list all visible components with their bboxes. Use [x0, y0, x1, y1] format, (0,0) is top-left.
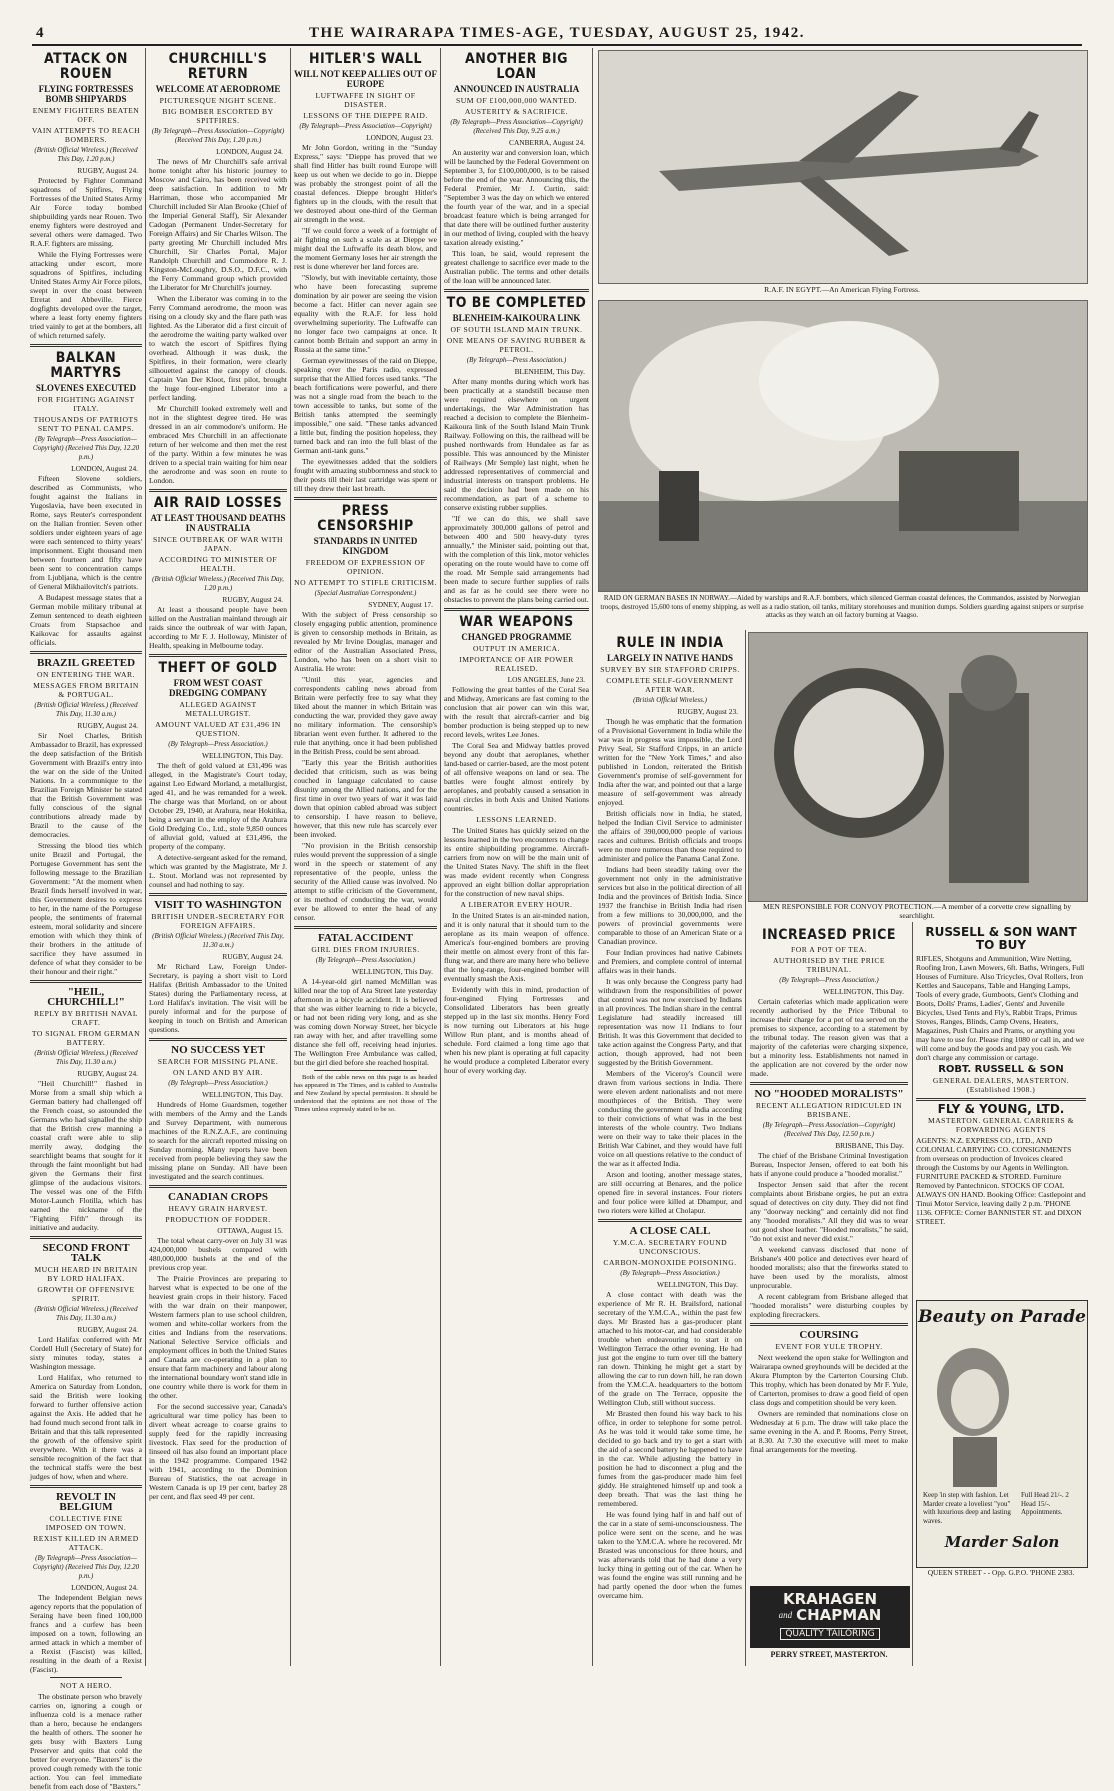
divider [30, 1236, 142, 1239]
paragraph: "Until this year, agencies and correspondents cabling news abroad from Britain were perfectly free to say what they liked about the manner in which Britain was conducting the war, provided they gave away no military information. The censorship's librarian went even further. It adhered to the rule that anything, once it had been published in the British Press, could be sent abroad. [294, 675, 437, 756]
searchlight-photo [748, 632, 1088, 902]
dateline: RUGBY, August 23. [677, 707, 738, 716]
kicker: IMPORTANCE OF AIR POWER REALISED. [459, 655, 574, 673]
divider [294, 926, 437, 929]
kicker: TO SIGNAL FROM GERMAN BATTERY. [31, 1029, 141, 1047]
dateline: SYDNEY, August 17. [368, 600, 433, 609]
subhead: WILL NOT KEEP ALLIES OUT OF EUROPE [294, 69, 437, 89]
headline: NO "HOODED MORALISTS" [754, 1088, 904, 1100]
paragraph: A close contact with death was the experience of Mr R. H. Brailsford, national secretary of the Y.M.C.A., within the past few days. Mr Brasted has a gas-producer plant attached to his motor-car, and had considerable trouble when endeavouring to start it on Wellington Terrace the other evening. He had just got the engine to turn over till the battery ran down. Thinking he might get a start by allowing the car to run down hill, he ran down from the Y.M.C.A. headquarters to the bottom of the grade on The Terrace, opposite the Wellington Club, still without success. [598, 1290, 742, 1407]
paragraph: Lord Halifax, who returned to America on Saturday from London, said the British were looking forward to further offensive action against the Axis. He added that he had found much second front talk in Britain and that this talk represented the growth of the offensive spirit everywhere. With it there was a sensible recognition of the fact that the technical staffs were the best judges of how, when and where. [30, 1373, 142, 1481]
kicker: GROWTH OF OFFENSIVE SPIRIT. [37, 1285, 135, 1303]
paragraph: A 14-year-old girl named McMillan was killed near the top of Ara Street late yesterday afternoon in a bicycle accident. It is believed that she was either learning to ride a bicycle, or had not been riding very long, and as she was coming down Norway Street, her bicycle ran away with her, and after travelling some distance she fell off, receiving head injuries. The Wellington Free Ambulance was called, but the girl died before she reached hospital. [294, 977, 437, 1067]
column-4 [444, 48, 589, 1666]
headline: HITLER'S WALL [308, 51, 423, 67]
kicker: COLLECTIVE FINE IMPOSED ON TOWN. [45, 1514, 127, 1532]
paragraph: Mr Churchill looked extremely well and not in the slightest degree tired. He was dressed in an air commodore's uniform. He embraced Mrs Churchill in an affectionate return of her welcome and then met the rest of the party. Within a few minutes he was driven to a special train waiting for him near the aerodrome and was soon en route to London. [149, 404, 287, 485]
headline: INCREASED PRICE [762, 927, 896, 943]
russell-ad-title: RUSSELL & SON WANT TO BUY [925, 925, 1077, 952]
kicker: MUCH HEARD IN BRITAIN BY LORD HALIFAX. [34, 1265, 138, 1283]
kicker: AUTHORISED BY THE PRICE TRIBUNAL. [772, 956, 886, 974]
headline: TO BE COMPLETED [446, 295, 587, 311]
headline: THEFT OF GOLD [158, 660, 278, 676]
kicker: SINCE OUTBREAK OF WAR WITH JAPAN. [152, 535, 283, 553]
dateline: LONDON, August 24. [71, 464, 138, 473]
subhead: WELCOME AT AERODROME [155, 84, 281, 94]
paragraph: The eyewitnesses added that the soldiers fought with amazing stubbornness and stuck to their posts till their last cartridge was spent or till they drew their last breath. [294, 457, 437, 493]
photo-caption: R.A.F. IN EGYPT.—An American Flying Fortress. [764, 285, 920, 294]
paragraph: British officials now in India, he stated, helped the Indian Civil Service to administer the affairs of 390,000,000 people of various races and cultures. British officials and troops were no more numerous than those required to administer and police the Panama Canal Zone. [598, 809, 742, 863]
paragraph: The obstinate person who bravely carries on, ignoring a cough or influenza cold is a menace rather than a hero, because he endangers the health of others. The sooner he gets busy with Baxters Lung Preserver and quits that cold the better for everyone. "Baxters" is the proved cough remedy with the tonic action. You can feel immediate benefit from each dose of "Baxters." [30, 1692, 142, 1791]
kicker: OF SOUTH ISLAND MAIN TRUNK. [450, 325, 583, 334]
paragraph: Next weekend the open stake for Wellington and Wairarapa owned greyhounds will be decided at the Akura Plumpton by the Carterton Coursing Club. This trophy, which has been donated by Mr F. Yule, of Carterton, promises to draw a good field of open class dogs and competition should be very keen. [750, 1353, 908, 1407]
divider [294, 497, 437, 500]
headline: BRAZIL GREETED [36, 657, 136, 669]
subhead: FLYING FORTRESSES BOMB SHIPYARDS [38, 84, 134, 104]
kicker: SURVEY BY SIR STAFFORD CRIPPS. [600, 665, 740, 674]
paragraph: The United States has quickly seized on the lessons learned in the two encounters to change its entire shipbuilding programme. Aircraft-carriers from now on will be the main unit of the United States Navy. The shift in the fleet was made evident recently when Congress approved an eight billion dollar appropriation for the construction of new naval ships. [444, 826, 589, 898]
kicker: GIRL DIES FROM INJURIES. [311, 945, 420, 954]
kicker: A LIBERATOR EVERY HOUR. [460, 900, 573, 909]
kicker: VAIN ATTEMPTS TO REACH BOMBERS. [31, 126, 141, 144]
paragraph: Arson and looting, another message states, are still occurring at Benares, and the police opened fire in several instances. Four rioters and four police were killed at Dhampur, and two rioters were killed at Cholapur. [598, 1170, 742, 1215]
kicker: RECENT ALLEGATION RIDICULED IN BRISBANE. [755, 1101, 903, 1119]
subhead: FROM WEST COAST DREDGING COMPANY [168, 678, 268, 698]
dateline: RUGBY, August 24. [222, 952, 283, 961]
dateline: WELLINGTON, This Day. [823, 987, 904, 996]
krahagen-chapman-ad [750, 1586, 910, 1648]
kicker: FREEDOM OF EXPRESSION OF OPINION. [305, 558, 426, 576]
paragraph: An austerity war and conversion loan, which will be launched by the Federal Government on September 3, for £100,000,000, is to be raised before the end of the year. Announcing this, the Federal Premier, Mr J. Curtin, said: "September 3 was the day on which we entered the fourth year of the war, and in a special broadcast feature which is being arranged for that date there will be outlined further austerity in our method of living, coupled with the heavy taxation already existing." [444, 148, 589, 247]
column-rule [592, 48, 593, 1666]
column-1 [30, 48, 142, 1791]
divider [916, 1098, 1086, 1101]
aircraft-icon [599, 51, 1087, 283]
kicker: BRITISH UNDER-SECRETARY FOR FOREIGN AFFAIRS. [151, 912, 285, 930]
fly-young-ad-title: FLY & YOUNG, LTD. [937, 1102, 1065, 1116]
paragraph: Lord Halifax conferred with Mr Cordell Hull (Secretary of State) for sixty minutes today, states a Washington message. [30, 1335, 142, 1371]
running-head: THE WAIRARAPA TIMES-AGE, TUESDAY, AUGUST 25, 1942. [309, 25, 805, 41]
beauty-ad-title: Beauty on Parade [918, 1307, 1086, 1327]
paragraph: Inspector Jensen said that after the recent complaints about Brisbane orgies, he put an extra squad of detectives on city duty. They did not find any "doorway necking" and certainly did not find any "hooded moralists." All they did was to wear out good shoe leather. "Hooded moralists," he said, "do not exist and never did exist." [750, 1180, 908, 1243]
paragraph: After many months during which work has been practically at a standstill because men were required elsewhere on urgent undertakings, the War Administration has reached a decision to complete the Blenheim-Kaikoura link of the South Island Main Trunk Railway. Following on this, the railhead will be pushed northwards from Hundalee as far as possible. This was announced by the Minister of Railways (Mr Semple) last night, when he addressed representatives of commercial and industrial interests on transport problems. He said the decision had been made on his recommendation, as part of a scheme to conserve existing rubber supplies. [444, 377, 589, 512]
headline: COURSING [799, 1329, 859, 1341]
kicker: LESSONS OF THE DIEPPE RAID. [303, 111, 428, 120]
kicker: REPLY BY BRITISH NAVAL CRAFT. [33, 1009, 139, 1027]
photo-caption: MEN RESPONSIBLE FOR CONVOY PROTECTION.—A member of a corvette crew signalling by searchlight. [762, 902, 1072, 920]
headline: SECOND FRONT TALK [42, 1242, 130, 1264]
paragraph: Evidently with this in mind, production of four-engined Flying Fortresses and Consolidated Liberators has been greatly stepped up in the last six months. Henry Ford is now turning out Liberators at his huge Willow Run plant, and is months ahead of schedule. Ford claimed a long time ago that when his new plant is operating at full capacity he would produce a completed Liberator every hour of every working day. [444, 985, 589, 1075]
kicker: EVENT FOR YULE TROPHY. [775, 1342, 883, 1351]
headline: ATTACK ON ROUEN [44, 51, 128, 82]
russell-ad-sub: GENERAL DEALERS, MASTERTON. (Established 1908.) [932, 1076, 1070, 1094]
paragraph: In the United States is an air-minded nation, and it is only natural that it should turn to the aeroplane as its main weapon of offence. America's four-engined bombers are proving their mettle on almost every front of this far-flung war, and there are many here who believe that the long-range, four-engined bomber will eventually smash the Axis. [444, 911, 589, 983]
krahagen-logo-line1: KRAHAGEN [782, 1590, 878, 1608]
headline: WAR WEAPONS [459, 614, 574, 630]
dateline: RUGBY, August 24. [77, 166, 138, 175]
divider [444, 608, 589, 611]
paragraph: This loan, he said, would represent the greatest challenge to sacrifice ever made to the Australian public. The terms and other details of the loan will be announced later. [444, 249, 589, 285]
headline: VISIT TO WASHINGTON [154, 899, 282, 911]
norway-raid-photo [598, 300, 1088, 592]
dateline: RUGBY, August 24. [222, 595, 283, 604]
byline: (By Telegraph—Press Association—Copyright) (Received This Day, 1.20 p.m.) [151, 127, 285, 144]
flying-fortress-photo [598, 50, 1088, 284]
paragraph: The Coral Sea and Midway battles proved beyond any doubt that aeroplanes, whether land-based or carrier-based, are the most potent of all offensive weapons on land or sea. The battles were fought almost entirely by aeroplanes, and probably caused a sensation in naval circles in both Axis and United Nations countries. [444, 741, 589, 813]
beauty-ad-body: Keep 'in step with fashion. Let Marder create a loveliest "you" with luxurious deep and lasting waves. [923, 1491, 1011, 1525]
kicker: AMOUNT VALUED AT £31,496 IN QUESTION. [155, 720, 281, 738]
kicker: AUSTERITY & SACRIFICE. [464, 107, 569, 116]
dateline: OTTAWA, August 15. [217, 1226, 283, 1235]
paragraph: Mr John Gordon, writing in the "Sunday Express," says: "Dieppe has proved that we shall find Hitler has built round Europe will keep us out when we decide to go in. Dieppe was probably the strongest point of all the coastal defences. Dieppe brought Hitler's fighters up in the clouds, with the result that we destroyed about one-third of the German air strength in the west. [294, 143, 437, 224]
kicker: ONE MEANS OF SAVING RUBBER & PETROL. [446, 336, 587, 354]
kicker: NO ATTEMPT TO STIFLE CRITICISM. [294, 578, 437, 587]
paragraph: "Heil Churchill!" flashed in Morse from a small ship which a German battery had challenged off the French coast, so astounded the Germans who had signalled the ship that the British crew manning a coastal craft were able to slip merrily away, dodging the searchlight beams that sought for it through the faint moonlight but had given the Germans their first glimpse of the audacious visitors. The vessel was one of the Fifth Motor-Launch Flotilla, which has earned the nickname of the "Fighting Fifth" through its initiative and audacity. [30, 1079, 142, 1232]
kicker: ALLEGED AGAINST METALLURGIST. [179, 700, 257, 718]
subhead: SLOVENES EXECUTED [35, 383, 137, 393]
byline: (British Official Wireless.) (Received This Day, 1.20 p.m.) [34, 146, 138, 163]
paragraph: "Slowly, but with inevitable certainty, those who have been forecasting supreme domination by air power are seeing the vision become a fact. Hitler can never again see equality with the R.A.F. for less hold overwhelming superiority. The Luftwaffe can no longer face two campaigns at once. It cannot bomb Britain and support an army in Russia at the same time." [294, 273, 437, 354]
byline: (By Telegraph—Press Association.) [315, 956, 416, 964]
fly-young-ad-body: AGENTS: N.Z. EXPRESS CO., LTD., AND COLONIAL CARRYING CO. CONSIGNMENTS from overseas on production of Invoices cleared through the Customs by our Agents in Wellington. FURNITURE PACKED & STORED. Furniture Removed by Pantechnicon. STOCKS OF COAL ALWAYS ON HAND. Booking Office: Castlepoint and Tinui Motor Service, leaving daily 2 p.m. 'PHONE 1136. OFFICE: Corner BANNISTER ST. and DIXON STREET. [916, 1136, 1086, 1226]
byline: (By Telegraph—Press Association.) [168, 740, 268, 748]
dateline: WELLINGTON, This Day. [202, 1090, 283, 1099]
kicker: LUFTWAFFE IN SIGHT OF DISASTER. [315, 91, 416, 109]
byline: (British Official Wireless.) (Received This Day, 11.30 a.m.) [34, 1305, 138, 1322]
headline: FATAL ACCIDENT [317, 932, 414, 944]
dateline: WELLINGTON, This Day. [352, 967, 433, 976]
divider [30, 651, 142, 654]
paragraph: "If we can do this, we shall save approximately 300,000 gallons of petrol and between 400 and 500 heavy-duty tyres annually," the Minister said, pointing out that, with the completion of this link, motor vehicles operating on the route would have to come off the road. Mr Semple said arrangements had been made to secure further supplies of rails and as far as he could see there were no obstacles to prevent the plans being carried out. [444, 514, 589, 604]
paragraph: Fifteen Slovene soldiers, described as Communists, who fought against the Italians in Yugoslavia, have been executed in Rome, says Reuter's correspondent on the Italian frontier. Seven other soldiers under eighteen years of age were each sentenced to thirty years' imprisonment. Eight thousand men between fourteen and fifty have been sent to concentration camps from Ljubljana, which is the centre of General Mikhailovitch's patriots. [30, 474, 142, 591]
kicker: PICTURESQUE NIGHT SCENE. [159, 96, 277, 105]
headline: "HEIL, CHURCHILL!" [47, 986, 125, 1008]
krahagen-logo-and: and [778, 1610, 793, 1620]
dateline: WELLINGTON, This Day. [657, 1280, 738, 1289]
byline: (By Telegraph—Press Association—Copyright) (Received This Day, 9.25 a.m.) [450, 118, 583, 135]
headline: ANOTHER BIG LOAN [465, 51, 568, 82]
divider [750, 1323, 908, 1326]
dateline: WELLINGTON, This Day. [202, 751, 283, 760]
searchlight-icon [749, 633, 1087, 901]
divider [149, 1185, 287, 1188]
divider [149, 654, 287, 657]
divider [50, 1677, 122, 1678]
kicker: OUTPUT IN AMERICA. [472, 644, 561, 653]
byline: (British Official Wireless.) (Received This Day, 11.30 a.m.) [34, 1049, 138, 1066]
column-2 [149, 48, 287, 1666]
paragraph: Members of the Viceroy's Council were drawn from various sections in India. There were eleven ardent nationalists and not mere mouthpieces of the British. They were conducting the government of India according to their convictions of what was in the best interests of the whole country. Two Indians were on their way to take their places in the British War Cabinet, and they would have full voice on all questions relative to the conduct of the war as it affected India. [598, 1069, 742, 1168]
beauty-ad-price: Full Head 21/-. 2 Head 15/-. Appointments. [1021, 1491, 1069, 1516]
dateline: CANBERRA, August 24. [509, 138, 585, 147]
headline: BALKAN MARTYRS [50, 350, 122, 381]
kicker: BIG BOMBER ESCORTED BY SPITFIRES. [162, 107, 274, 125]
woman-portrait-icon [923, 1337, 1023, 1487]
photo-caption: RAID ON GERMAN BASES IN NORWAY.—Aided by warships and R.A.F. bombers, which silenced German coastal defences, the Commandos, assisted by Norwegian troops, destroyed 15,600 tons of enemy shipping, as well as a radio station, oil tanks, military storehouses and munition dumps. Soldiers guarding against snipers or surprise attacks as they watch an oil factory burning at Vaagso. [600, 594, 1084, 619]
paragraph: Four Indian provinces had native Cabinets and Premiers, and complete control of internal affairs was in their hands. [598, 948, 742, 975]
fly-young-ad-sub: MASTERTON. GENERAL CARRIERS & FORWARDING AGENTS [927, 1116, 1075, 1134]
paragraph: Owners are reminded that nominations close on Wednesday at 6 p.m. The draw will take place the same evening in the A. and P. Rooms, Perry Street, at 8.30. At 7.30 the executive will meet to make final arrangements for the meeting. [750, 1409, 908, 1454]
marder-address: QUEEN STREET - - Opp. G.P.O. 'PHONE 2383. [927, 1568, 1075, 1577]
paragraph: Hundreds of Home Guardsmen, together with members of the Army and the Lands and Survey Department, with numerous machines of the R.N.Z.A.F., are continuing to search for the aircraft reported missing on Sunday morning. Many reports have been received from people believing they saw the missing plane on Sunday. All have been investigated and the search continues. [149, 1100, 287, 1181]
divider [149, 489, 287, 492]
paragraph: It was only because the Congress party had withdrawn from the responsibilities of power that control was not now exercised by Indians in all provinces. The Indian share in the central Legislature had steadily increased till representation was now 11 Indians to four British. It was this Government that decided to take action against the Congress Party, and that action, though approved, had not been suggested by the British Government. [598, 977, 742, 1067]
paragraph: The theft of gold valued at £31,496 was alleged, in the Magistrate's Court today, against Leo Edward Morland, a metallurgist, aged 41, and he was remanded for a week. The charge was that Morland, on or about October 29, 1940, at Arahura, near Hokitika, being a servant in the employ of the Arahura Gold Dredging Co., Ltd., stole 9,850 ounces of alluvial gold, valued at £31,496, the property of the company. [149, 761, 287, 851]
byline: (By Telegraph—Press Association.) [168, 1079, 268, 1087]
paragraph: He was found lying half in and half out of the car in a state of semi-unconsciousness. The police were sent on the scene, and he was taken to the Y.M.C.A. where he recovered. Mr Brasted was unconscious for three hours, and was afterwards told that he had done a very lucky thing in getting out of the car. When he was found the engine was still running and he had partly opened the door when the fumes overcame him. [598, 1510, 742, 1600]
byline: (By Telegraph—Press Association—Copyright) (Received This Day, 12.20 p.m.) [32, 435, 140, 461]
paragraph: The Prairie Provinces are preparing to harvest what is expected to be one of the heaviest grain crops in their history. Faced with the war drain on their manpower, Western farmers plan to use school children, women and white-collar workers from the cities and Indians from the reservations. National Selective Service officials and employment offices in both the United States and Canada are co-operating in a plan to ensure that farm machinery and labour along the international boundary won't stand idle in one country while there is work for them in the other. [149, 1274, 287, 1400]
divider [444, 289, 589, 292]
subhead: STANDARDS IN UNITED KINGDOM [313, 536, 418, 556]
kicker: Y.M.C.A. SECRETARY FOUND UNCONSCIOUS. [612, 1238, 728, 1256]
column-rule [440, 48, 441, 1666]
paragraph: "If we could force a week of a fortnight of air fighting on such a scale as at Dieppe we might deal the Luftwaffe its death blow, and the moment Germany loses her air strength the rest is done wherever her land forces are. [294, 226, 437, 271]
dateline: RUGBY, August 24. [77, 1325, 138, 1334]
paragraph: Following the great battles of the Coral Sea and Midway, Americans are fast coming to the conclusion that air power can win this war, with the result that aircraft-carrier and big bomber production is being stepped up to new record levels, writes Lee Jones. [444, 685, 589, 739]
kicker: THOUSANDS OF PATRIOTS SENT TO PENAL CAMPS. [33, 415, 139, 433]
headline: NO SUCCESS YET [171, 1044, 265, 1056]
paragraph: The Independent Belgian news agency reports that the population of Seraing have been fined 100,000 francs and a curfew has been imposed on a town, following an armed attack in which a member of a Rexist (Fascist) was killed, resulting in the death of a Rexist (Fascist). [30, 1593, 142, 1674]
byline: (By Telegraph—Press Association—Copyright) (Received This Day, 12.50 p.m.) [762, 1121, 896, 1138]
column-3 [294, 48, 437, 1666]
kicker: REXIST KILLED IN ARMED ATTACK. [33, 1534, 139, 1552]
byline: (British Official Wireless.) [633, 696, 707, 704]
dateline: LOS ANGELES, June 23. [507, 675, 585, 684]
byline: (By Telegraph—Press Association—Copyright) [299, 122, 432, 130]
paragraph: A detective-sergeant asked for the remand, which was granted by the Magistrate, Mr J. L. Stout. Morland was not represented by counsel and had nothing to say. [149, 853, 287, 889]
marder-salon-logo: Marder Salon [944, 1533, 1060, 1551]
column-rule [290, 48, 291, 1666]
paragraph: When the Liberator was coming in to the Ferry Command aerodrome, the moon was rising on a cloudy sky and the flare path was lighted. As the Liberator did a first circuit of the aerodrome the waiting party walked over to watch the escort of Spitfires flying overhead. Although it was dusk, the Spitfires, in their formation, were clearly silhouetted against the canopy of clouds. Captain Van Der Kloot, first pilot, brought the huge four-engined Liberator into a perfect landing. [149, 294, 287, 402]
paragraph: The news of Mr Churchill's safe arrival home tonight after his historic journey to Moscow and Cairo, has been received with deep satisfaction. In addition to Mr Harriman, those who accompanied Mr Churchill included Sir Alan Brooke (Chief of the Imperial General Staff), Sir Alexander Cadogan (Permanent Under-Secretary for Foreign Affairs) and Sir Charles Wilson. The party greeting Mr Churchill included Mrs Churchill, Sir Charles Portal, Major Randolph Churchill and Commodore R. J. Kingston-McLoughry, D.S.O., D.F.C., with the Ferry Command group which provided the Liberator for Mr Churchill's journey. [149, 157, 287, 292]
headline: AIR RAID LOSSES [153, 495, 283, 511]
headline: CHURCHILL'S RETURN [168, 51, 268, 82]
paragraph: Indians had been steadily taking over the government not only in the administrative services but also in the political direction of all India and the provinces of British India. Since 1937 the franchise in British India had risen from a few millions to 30,000,000, and the powers of provincial governments were comparable to those of an American State or a Canadian province. [598, 865, 742, 946]
paragraph: With the subject of Press censorship so closely engaging public attention, prominence is given to censorship methods in Britain, as revealed by Mr Irvine Douglas, manager and editor of the Australian Associated Press, London, who has been on a short visit to Australia. He wrote: [294, 610, 437, 673]
russell-ad-body: RIFLES, Shotguns and Ammunition, Wire Netting, Roofing Iron, Lawn Mowers, 6ft. Baths, Wringers, Full Houses of Furniture. Also Tricycles, Oval Rollers, Iron Kettles and Saucepans, Table and Hanging Lamps, Tools of every grade, Gumboots, Gent's Clothing and Boots, Dolls' Prams, Ladies', Gents' and Juvenile Bicycles, Used Tents and Fly's, Rabbit Traps, Primus Stoves, Ranges, Blinds, Camp Ovens, Heaters, Magazines, Push Chairs and Prams, or anything you may have to use for. Please ring 1080 or call in, and we will come and buy the goods and pay you cash. We don't charge any commission or cartage. [916, 954, 1085, 1062]
dateline: LONDON, August 23. [366, 133, 433, 142]
paragraph: A weekend canvass disclosed that none of Brisbane's 400 police and detectives ever heard of hooded moralists; also that the fireworks stated to have been used by the moralists, almost unprocurable. [750, 1245, 908, 1290]
kicker: ON LAND AND BY AIR. [172, 1068, 263, 1077]
headline: RULE IN INDIA [616, 635, 724, 651]
dateline: LONDON, August 24. [216, 147, 283, 156]
dateline: BRISBANE, This Day. [835, 1141, 904, 1150]
byline: (By Telegraph—Press Association.) [620, 1269, 720, 1277]
paragraph: German eyewitnesses of the raid on Dieppe, speaking over the Paris radio, expressed surprise that the Allied forces used tanks. "The beach fortifications were powerful, and there was not a single road from the beach to the town accessible to tanks, but some of the British tanks attempted the seemingly impossible," one said. "These tanks advanced a little but, finding the position hopeless, they turned back and ran into the full blast of the German anti-tank guns." [294, 356, 437, 455]
dateline: LONDON, August 24. [71, 1583, 138, 1592]
column-rule [912, 922, 913, 1666]
byline: (By Telegraph—Press Association.) [466, 356, 567, 364]
subhead: ANNOUNCED IN AUSTRALIA [453, 84, 580, 94]
paragraph: A Budapest message states that a German mobile military tribunal at Zemun sentenced to death eighteen Croats from Stapsachoe and Kaikovac for assaults against officials. [30, 593, 142, 647]
subhead: BLENHEIM-KAIKOURA LINK [452, 313, 581, 323]
paragraph: Certain cafeterias which made application were recently authorised by the Price Tribunal to increase their charge for a pot of tea served on the premises to sixpence, according to a statement by the tribunal today. The reason given was that a majority of the cafeterias were charging sixpence, but a minority less. Establishments not named in the application are not covered by the order now made. [750, 997, 908, 1078]
page-number: 4 [36, 25, 44, 41]
byline: (By Telegraph—Press Association—Copyright) (Received This Day, 12.20 p.m.) [32, 1554, 140, 1580]
paragraph: At least a thousand people have been killed on the Australian mainland through air raids since the outbreak of war with Japan, according to Mr F. J. Holloway, Minister of Health, speaking in Melbourne today. [149, 605, 287, 650]
divider [149, 893, 287, 896]
kicker: ON ENTERING THE WAR. [37, 670, 135, 679]
dateline: RUGBY, August 24. [77, 1069, 138, 1078]
paragraph: Though he was emphatic that the formation of a Provisional Government in India while the war was in progress was impossible, the Lord Privy Seal, Sir Stafford Cripps, in an article written for the "New York Times," and also published in London, reiterated the British Government's promise of self-government for India after the war, and pointed out that a large measure of self-government was already enjoyed. [598, 717, 742, 807]
divider [30, 344, 142, 347]
paragraph: Sir Noel Charles, British Ambassador to Brazil, has expressed the deep satisfaction of the British Government with Brazil's entry into the war on the side of the United Nations. In a communique to the Brazilian Foreign Minister he stated that the British Government was fully conscious of the signal contributions already made by Brazil to the cause of the democracies. [30, 731, 142, 839]
headline: PRESS CENSORSHIP [317, 503, 414, 534]
kicker: MESSAGES FROM BRITAIN & PORTUGAL. [33, 681, 139, 699]
kicker: PRODUCTION OF FODDER. [165, 1215, 271, 1224]
divider [314, 1070, 417, 1071]
paragraph: The chief of the Brisbane Criminal Investigation Bureau, Inspector Jensen, offered to eat both his hats if anyone could produce a "hooded moralist." [750, 1151, 908, 1178]
paragraph: "No provision in the British censorship rules would prevent the suppression of a single word in the speech or statement of any representative of the people, unless the security of the Allied cause was involved. No attempt to stifle criticism of the Government, or its method of conducting the war, would ever be allowed to enter the head of any censor. [294, 841, 437, 922]
byline: (British Official Wireless.) (Received This Day, 1.20 p.m.) [152, 575, 284, 592]
paragraph: "Early this year the British authorities decided that criticism, such as was being couched in language calculated to cause disunity among the Allied nations, and for the first time in over two years of war it was laid down that opinion cabled abroad was subject to censorship. I have reason to believe, however, that this new rule has scarcely ever been invoked. [294, 758, 437, 839]
divider [750, 1082, 908, 1085]
paragraph: Mr Brasted then found his way back to his office, in order to telephone for some petrol. As he was told it would take some time, he decided to go back and try to get a start with the aid of a second battery he happened to have in the car. While adjusting the battery in position he had to disconnect a plug and the fumes from the gas-producer made him feel giddy. He straightened himself up and took a deep breath. That was the last thing he remembered. [598, 1409, 743, 1508]
column-5 [598, 632, 742, 1666]
krahagen-logo-line2: CHAPMAN [796, 1606, 882, 1624]
subhead: AT LEAST THOUSAND DEATHS IN AUSTRALIA [150, 513, 286, 533]
kicker: FOR FIGHTING AGAINST ITALY. [37, 395, 135, 413]
headline: A CLOSE CALL [629, 1225, 711, 1237]
byline: (Special Australian Correspondent.) [314, 589, 417, 597]
paragraph: Mr Richard Law, Foreign Under-Secretary, is paying a short visit to Lord Halifax (British Ambassador to the United States) during the Parliamentary recess, at Lord Halifax's invitation. The visit will be purely informal and for the purpose of keeping in touch on British and American questions. [149, 962, 287, 1034]
footnote: Both of the cable news on this page is as headed has appeared in The Times, and is cabled to Australia and New Zealand by special permission. It should be understood that the opinions are not those of The Times unless expressly stated to be so. [294, 1074, 437, 1113]
kicker: FOR A POT OF TEA. [791, 945, 867, 954]
krahagen-address: PERRY STREET, MASTERTON. [770, 1650, 888, 1659]
masthead [32, 22, 1082, 46]
paragraph: Stressing the blood ties which unite Brazil and Portugal, the Portugese Government has sent the following message to the Brazilian Government: "At the moment when Brazil finds herself involved in war, this Government desires to express to her, in the name of the Portugese people, the sentiments of fraternal esteem, moral solidarity and sincere emotion with which they think of their brothers in the attitude of sacrifice they have assumed in defence of what they consider to be their honour and their right." [30, 841, 142, 976]
byline: (By Telegraph—Press Association.) [779, 976, 879, 984]
divider [30, 1485, 142, 1488]
dateline: BLENHEIM, This Day. [514, 367, 585, 376]
paragraph: A recent cablegram from Brisbane alleged that "hooded moralists" were disturbing couples by exploding firecrackers. [750, 1292, 908, 1319]
russell-ad-signature: ROBT. RUSSELL & SON [938, 1064, 1064, 1075]
dateline: RUGBY, August 24. [77, 721, 138, 730]
krahagen-logo-line3: QUALITY TAILORING [780, 1628, 879, 1640]
kicker: COMPLETE SELF-GOVERNMENT AFTER WAR. [606, 676, 734, 694]
subhead: CHANGED PROGRAMME [461, 632, 572, 642]
kicker: CARBON-MONOXIDE POISONING. [603, 1258, 737, 1267]
subhead: LARGELY IN NATIVE HANDS [607, 653, 733, 663]
byline: (British Official Wireless.) (Received This Day, 11.30 a.m.) [152, 932, 284, 949]
divider [149, 1038, 287, 1041]
kicker: HEAVY GRAIN HARVEST. [168, 1204, 268, 1213]
divider [598, 1219, 742, 1222]
kicker: ACCORDING TO MINISTER OF HEALTH. [158, 555, 278, 573]
kicker: LESSONS LEARNED. [476, 815, 557, 824]
column-rule [745, 630, 746, 1666]
paragraph: The total wheat carry-over on July 31 was 424,000,000 bushels compared with 480,000,000 bushels at the end of the previous crop year. [149, 1236, 287, 1272]
column-6 [750, 924, 908, 1666]
paragraph: For the second successive year, Canada's agricultural war time policy has been to divert wheat acreage to coarse grains to supply feed for the rapidly increasing livestock. Flax seed for the production of linseed oil has also found an important place in the 1942 programme. Compared 1942 with 1941, according to the Dominion Bureau of Statistics, the oat acreage in Western Canada is up 19 per cent, barley 28 per cent, and flax seed 49 per cent. [149, 1402, 287, 1501]
beauty-ad [916, 1300, 1088, 1568]
kicker: NOT A HERO. [60, 1681, 112, 1690]
headline: CANADIAN CROPS [168, 1191, 268, 1203]
divider [30, 980, 142, 983]
byline: (British Official Wireless.) (Received This Day, 11.30 a.m.) [34, 701, 138, 718]
headline: REVOLT IN BELGIUM [55, 1491, 116, 1513]
paragraph: While the Flying Fortresses were attacking under escort, more squadrons of Spitfires, including United States Army Air Force pilots, swept in over the coast between Etretat and Abbeville. Fierce dogfights developed over the target, where a least forty enemy fighters tried vainly to get at the bombers, all of which returned safely. [30, 250, 142, 340]
column-rule [145, 48, 146, 1666]
smoke-scene-icon [599, 301, 1087, 591]
kicker: SEARCH FOR MISSING PLANE. [157, 1057, 279, 1066]
kicker: SUM OF £100,000,000 WANTED. [456, 96, 577, 105]
paragraph: Protected by Fighter Command squadrons of Spitfires, Flying Fortresses of the United States Army Air Force today bombed shipbuilding yards near Rouen. Two enemy fighters were destroyed and several others were damaged. Two R.A.F. fighters are missing. [30, 176, 142, 248]
kicker: ENEMY FIGHTERS BEATEN OFF. [32, 106, 140, 124]
